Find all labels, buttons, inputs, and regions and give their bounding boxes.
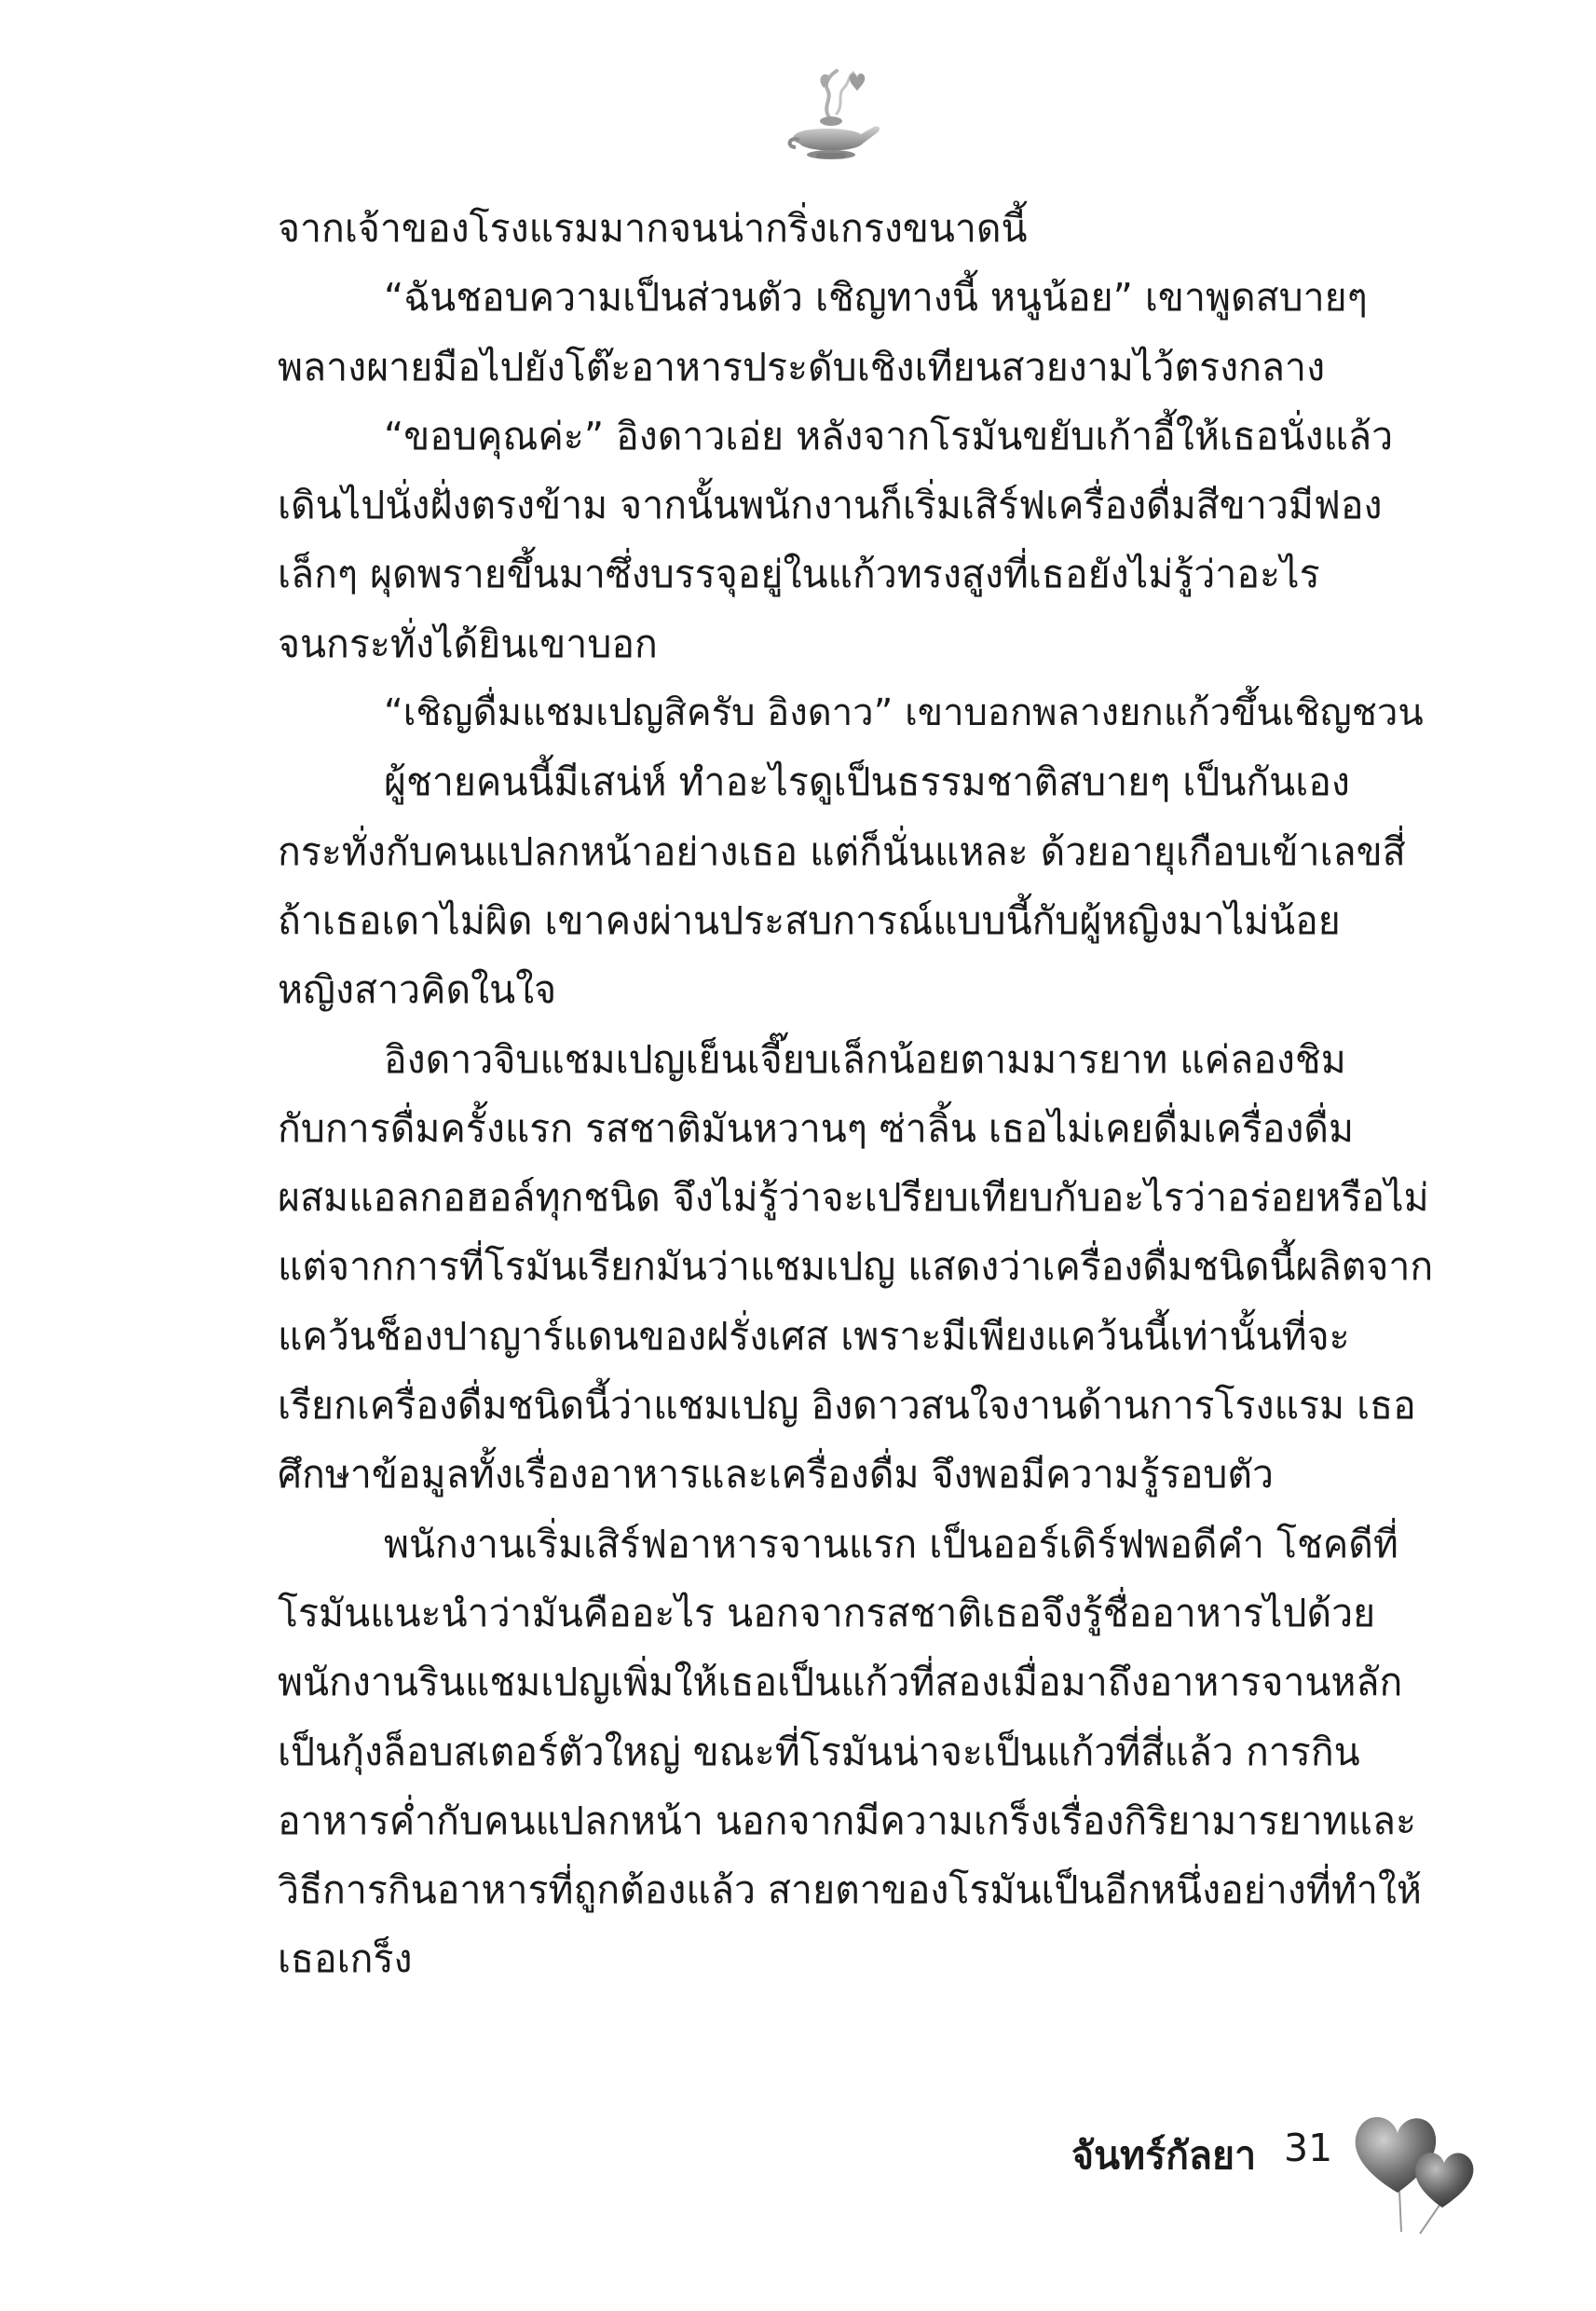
text-line: เดินไปนั่งฝั่งตรงข้าม จากนั้นพนักงานก็เริ่มเสิร์ฟเครื่องดื่มสีขาวมีฟอง [278,483,1383,528]
text-line: พนักงานเริ่มเสิร์ฟอาหารจานแรก เป็นออร์เดิร์ฟพอดีคำ โชคดีที่ [384,1521,1398,1566]
text-line: กับการดื่มครั้งแรก รสชาติมันหวานๆ ซ่าลิ้น เธอไม่เคยดื่มเครื่องดื่ม [278,1105,1355,1151]
text-line: ผู้ชายคนนี้มีเสน่ห์ ทำอะไรดูเป็นธรรมชาติสบายๆ เป็นกันเอง [384,759,1350,805]
text-line: กระทั่งกับคนแปลกหน้าอย่างเธอ แต่ก็นั่นแหละ ด้วยอายุเกือบเข้าเลขสี่ [278,828,1406,874]
text-line: แคว้นช็องปาญาร์แดนของฝรั่งเศส เพราะมีเพียงแคว้นนี้เท่านั้นที่จะ [278,1313,1350,1359]
text-line: ศึกษาข้อมูลทั้งเรื่องอาหารและเครื่องดื่ม จึงพอมีความรู้รอบตัว [278,1452,1275,1497]
text-line: “ขอบคุณค่ะ” อิงดาวเอ่ย หลังจากโรมันขยับเก้าอี้ให้เธอนั่งแล้ว [384,413,1394,458]
hearts-balloon-icon [1342,2101,1491,2241]
text-line: เป็นกุ้งล็อบสเตอร์ตัวใหญ่ ขณะที่โรมันน่าจะเป็นแก้วที่สี่แล้ว การกิน [278,1729,1360,1774]
text-line: อิงดาวจิบแชมเปญเย็นเจี๊ยบเล็กน้อยตามมารยาท แค่ลองชิม [384,1036,1346,1082]
text-line: โรมันแนะนำว่ามันคืออะไร นอกจากรสชาติเธอจึงรู้ชื่ออาหารไปด้วย [278,1590,1376,1635]
text-line: พนักงานรินแชมเปญเพิ่มให้เธอเป็นแก้วที่สองเมื่อมาถึงอาหารจานหลัก [278,1660,1403,1705]
text-line: ถ้าเธอเดาไม่ผิด เขาคงผ่านประสบการณ์แบบนี้กับผู้หญิงมาไม่น้อย [278,897,1341,943]
text-line: ผสมแอลกอฮอล์ทุกชนิด จึงไม่รู้ว่าจะเปรียบเทียบกับอะไรว่าอร่อยหรือไม่ [278,1175,1429,1221]
text-line: เล็กๆ ผุดพรายขึ้นมาซึ่งบรรจุอยู่ในแก้วทรงสูงที่เธอยังไม่รู้ว่าอะไร [278,552,1320,597]
text-line: “ฉันชอบความเป็นส่วนตัว เชิญทางนี้ หนูน้อย” เขาพูดสบายๆ [384,275,1368,321]
text-line: เรียกเครื่องดื่มชนิดนี้ว่าแชมเปญ อิงดาวสนใจงานด้านการโรงแรม เธอ [278,1383,1416,1429]
text-line: จนกระทั่งได้ยินเขาบอก [278,621,658,666]
text-line: อาหารค่ำกับคนแปลกหน้า นอกจากมีความเกร็งเรื่องกิริยามารยาทและ [278,1798,1417,1843]
page-footer [1062,2101,1547,2241]
body-text [278,194,1433,1994]
text-line: หญิงสาวคิดในใจ [278,967,557,1013]
text-line: วิธีการกินอาหารที่ถูกต้องแล้ว สายตาของโรมันเป็นอีกหนึ่งอย่างที่ทำให้ [278,1867,1422,1913]
text-line: จากเจ้าของโรงแรมมากจนน่ากริ่งเกรงขนาดนี้ [278,206,1028,251]
text-line: “เชิญดื่มแชมเปญสิครับ อิงดาว” เขาบอกพลางยกแก้วขึ้นเชิญชวน [384,691,1424,735]
book-title: จันทร์กัลยา [1071,2133,1257,2178]
text-line: แต่จากการที่โรมันเรียกมันว่าแชมเปญ แสดงว่าเครื่องดื่มชนิดนี้ผลิตจาก [278,1244,1433,1290]
text-line: เธอเกร็ง [278,1936,413,1982]
text-line: พลางผายมือไปยังโต๊ะอาหารประดับเชิงเทียนสวยงามไว้ตรงกลาง [278,344,1326,390]
magic-lamp-icon [775,62,887,173]
page-number: 31 [1284,2126,1333,2170]
